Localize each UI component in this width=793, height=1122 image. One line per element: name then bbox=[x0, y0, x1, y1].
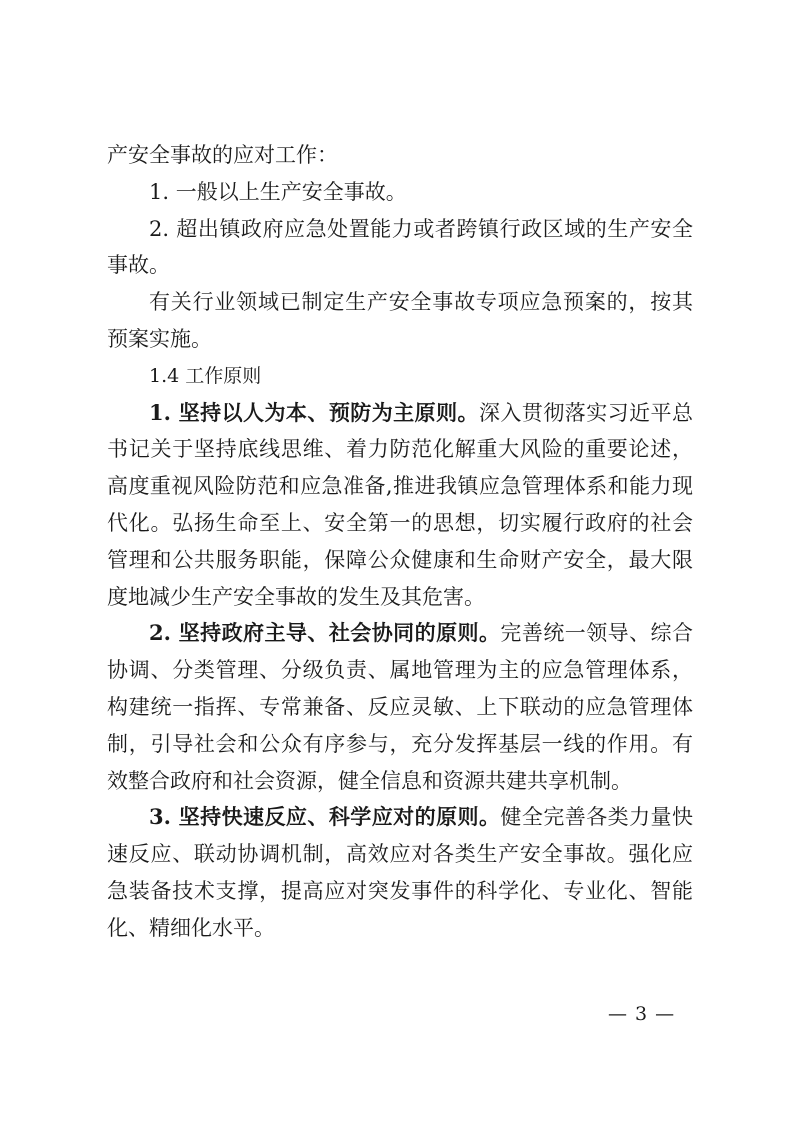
principle-2 bbox=[107, 615, 693, 799]
page-number: — 3 — bbox=[608, 1003, 676, 1025]
principle-2-title: 2. 坚持政府主导、社会协同的原则。 bbox=[149, 620, 501, 646]
principle-2-text: 完善统一领导、综合协调、分类管理、分级负责、属地管理为主的应急管理体系，构建统一指挥、专常兼备、反应灵敏、上下联动的应急管理体制，引导社会和公众有序参与，充分发挥基层一线的作用。有效整合政府和社会资源，健全信息和资源共建共享机制。 bbox=[107, 621, 694, 793]
principle-3-title: 3. 坚持快速反应、科学应对的原则。 bbox=[149, 804, 501, 830]
list-item-1: 1. 一般以上生产安全事故。 bbox=[149, 179, 407, 204]
body-text bbox=[107, 137, 693, 947]
principle-3 bbox=[107, 799, 693, 946]
list-item-2: 2. 超出镇政府应急处置能力或者跨镇行政区域的生产安全事故。 bbox=[107, 216, 693, 278]
section-heading: 1.4 工作原则 bbox=[149, 364, 262, 387]
principle-1-title: 1. 坚持以人为本、预防为主原则。 bbox=[149, 399, 479, 425]
principle-1 bbox=[107, 395, 693, 616]
paragraph-special-plans: 有关行业领域已制定生产安全事故专项应急预案的，按其预案实施。 bbox=[107, 290, 693, 351]
paragraph-continuation: 产安全事故的应对工作： bbox=[107, 143, 338, 167]
principle-1-text: 深入贯彻落实习近平总书记关于坚持底线思维、着力防范化解重大风险的重要论述，高度重视风险防范和应急准备,推进我镇应急管理体系和能力现代化。弘扬生命至上、安全第一的思想，切实履行政府的社会管理和公共服务职能，保障公众健康和生命财产安全，最大限度地减少生产安全事故的发生及其危害。 bbox=[107, 400, 694, 609]
principle-3-text: 健全完善各类力量快速反应、联动协调机制，高效应对各类生产安全事故。强化应急装备技术支撑，提高应对突发事件的科学化、专业化、智能化、精细化水平。 bbox=[107, 805, 694, 940]
